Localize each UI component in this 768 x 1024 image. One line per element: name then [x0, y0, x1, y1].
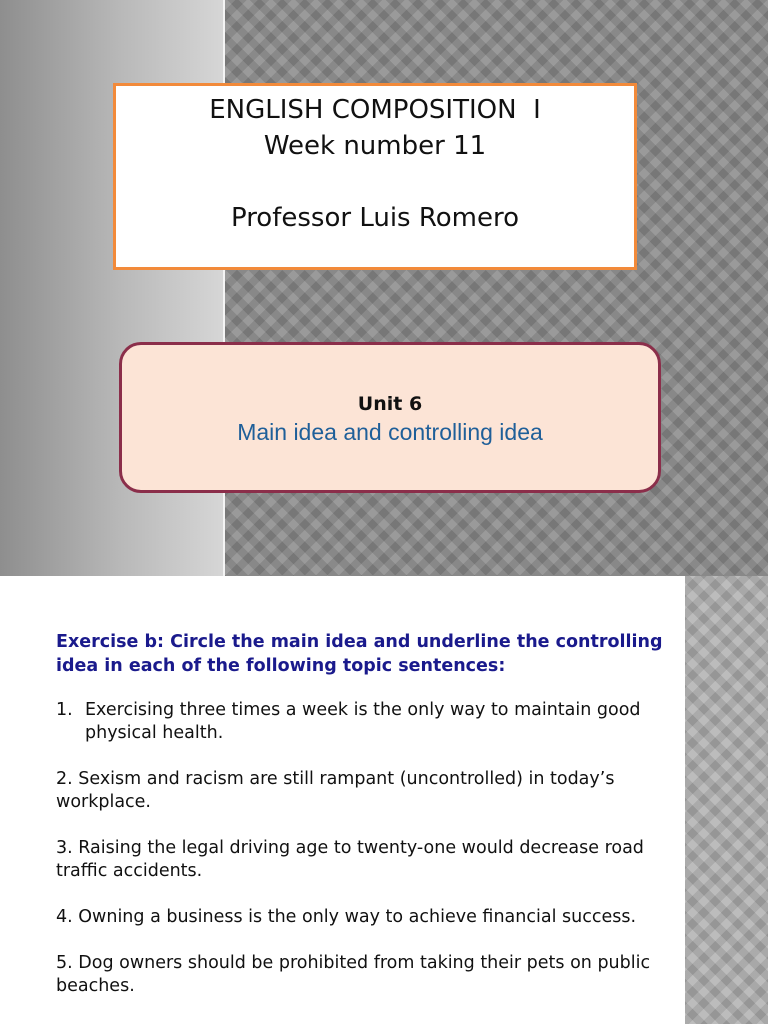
list-item: 4. Owning a business is the only way to achieve financial success. [56, 907, 637, 927]
exercise-heading: Exercise b: Circle the main idea and underline the controlling idea in each of the following topic sentences: [56, 632, 663, 676]
list-item: 5. Dog owners should be prohibited from taking their pets on public beaches. [56, 953, 651, 996]
unit-label: Unit 6 [357, 393, 423, 415]
item-text: Exercising three times a week is the only way to maintain good physical health. [85, 700, 641, 743]
list-item: 3. Raising the legal driving age to twenty-one would decrease road traffic accidents. [56, 838, 644, 881]
professor-name: Professor Luis Romero [230, 203, 520, 233]
exercise-list [56, 699, 681, 1021]
item-number: 1. [56, 700, 73, 720]
right-pattern-panel [685, 576, 768, 1024]
list-item [56, 699, 681, 745]
list-item: 2. Sexism and racism are still rampant (uncontrolled) in today’s workplace. [56, 769, 615, 812]
title-box [113, 83, 637, 270]
week-number: Week number 11 [263, 131, 487, 161]
course-title: ENGLISH COMPOSITION I [209, 95, 541, 125]
exercise-slide [0, 576, 768, 1024]
unit-box [119, 342, 661, 493]
unit-subtitle: Main idea and controlling idea [237, 419, 543, 445]
